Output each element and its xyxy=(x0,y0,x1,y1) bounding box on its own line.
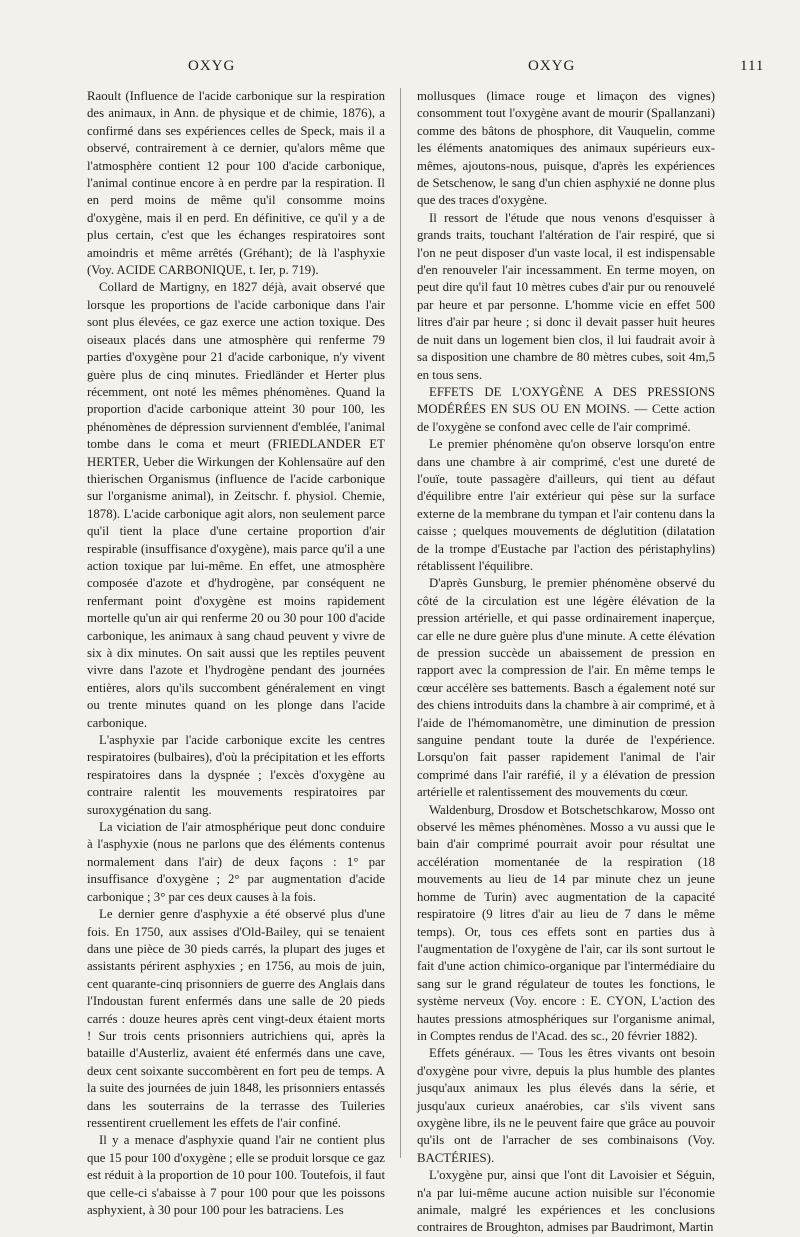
paragraph: Waldenburg, Drosdow et Botschetschkarow, Mosso ont observé les mêmes phénomènes. Mosso a vu aussi que le bain d'air comprimé pourrait avoir pour résultat une accélération momentanée de la respiration (18 mouvements au lieu de 14 par minute chez un jeune homme de Turin) avec augmentation de la capacité respiratoire (9 litres d'air au lieu de 7 dans le même temps). Or, tous ces effets sont en parties dus à l'augmentation de l'oxygène de l'air, car ils sont surtout le fait d'une action chimico-organique par l'intermédiaire du sang sur le grand régulateur de toutes les fonctions, le système nerveux (Voy. encore : E. CYON, L'action des hautes pressions atmosphériques sur l'organisme animal, in Comptes rendus de l'Acad. des sc., 20 février 1882). xyxy=(417,802,715,1043)
paragraph: mollusques (limace rouge et limaçon des vignes) consomment tout l'oxygène avant de mourir (Spallanzani) comme des bâtons de phosphore, dit Vauquelin, comme les éléments anatomiques des animaux supérieurs eux-mêmes, ajoutons-nous, puisque, d'après les expériences de Setschenow, le sang d'un chien asphyxié ne donne plus que des traces d'oxygène. xyxy=(417,89,715,208)
column-divider xyxy=(400,88,401,1158)
paragraph: Le premier phénomène qu'on observe lorsqu'on entre dans une chambre à air comprimé, c'est une dureté de l'ouïe, toute passagère d'ailleurs, qui tient au défaut d'équilibre entre l'air extérieur qui pèse sur la surface externe de la membrane du tympan et l'air contenu dans la caisse ; quelques mouvements de déglutition (dilatation de la trompe d'Eustache par l'action des péristaphylins) rétablissent l'équilibre. xyxy=(417,437,715,573)
paragraph: Il y a menace d'asphyxie quand l'air ne contient plus que 15 pour 100 d'oxygène ; elle se produit lorsque ce gaz est réduit à la proportion de 10 pour 100. Toutefois, il faut que celle-ci s'abaisse à 7 pour 100 pour que les poissons asphyxient, à 30 pour 100 pour les batraciens. Les xyxy=(87,1133,385,1217)
paragraph: Collard de Martigny, en 1827 déjà, avait observé que lorsque les proportions de l'acide carbonique dans l'air sont plus élevées, ce gaz exerce une action toxique. Des oiseaux placés dans une atmosphère qui renferme 79 parties d'oxygène pour 21 d'acide carbonique, n'y vivent guère plus de cinq minutes. Friedländer et Herter plus récemment, ont noté les mêmes phénomènes. Quand la proportion d'acide carbonique atteint 30 pour 100, les phénomènes de dépression surviennent d'emblée, l'animal tombe dans le coma et meurt (FRIEDLANDER ET HERTER, Ueber die Wirkungen der Kohlensaüre auf den thierischen Organismus (influence de l'acide carbonique sur l'organisme animal), in Zeitschr. f. physiol. Chemie, 1878). L'acide carbonique agit alors, non seulement parce qu'il tient la place d'une certaine proportion d'air respirable (insuffisance d'oxygène), mais parce qu'il a une action toxique par lui-même. En effet, une atmosphère composée d'azote et d'hydrogène, par conséquent ne renfermant point d'oxygène est moins rapidement mortelle qu'un air qui renferme 20 ou 30 pour 100 d'acide carbonique, les animaux à sang chaud peuvent y vivre de six à dix minutes. On sait aussi que les reptiles peuvent vivre dans l'azote et l'hydrogène pendant des journées entières, alors qu'ils succombent généralement en vingt ou trente minutes quand on les plonge dans l'acide carbonique. xyxy=(87,280,385,730)
paragraph: Le dernier genre d'asphyxie a été observé plus d'une fois. En 1750, aux assises d'Old-Bailey, qui se tenaient dans une pièce de 30 pieds carrés, la plupart des juges et assistants périrent asphyxies ; en 1756, au mois de juin, cent quarante-cinq prisonniers de guerre des Anglais dans l'Indoustan furent enfermés dans une salle de 20 pieds carrés : douze heures après cent vingt-deux étaient morts ! Sur trois cents prisonniers autrichiens qui, après la bataille d'Austerliz, avaient été enfermés dans une cave, deux cent soixante succombèrent en fort peu de temps. A la suite des journées de juin 1848, les prisonniers entassés dans les souterrains de la terrasse des Tuileries ressentirent cruellement les effets de l'air confiné. xyxy=(87,907,385,1130)
running-head-left: OXYG xyxy=(188,58,236,74)
paragraph: L'asphyxie par l'acide carbonique excite les centres respiratoires (bulbaires), d'où la précipitation et les efforts respiratoires dans la dyspnée ; l'excès d'oxygène au contraire ralentit les mouvements respiratoires par suroxygénation du sang. xyxy=(87,733,385,817)
paragraph: Raoult (Influence de l'acide carbonique sur la respiration des animaux, in Ann. de physique et de chimie, 1876), a confirmé dans ses expériences celles de Speck, mais il a observé, contrairement à ce dernier, qu'alors même que l'atmosphère contient 12 pour 100 d'acide carbonique, l'animal continue encore à en perdre par la respiration. Il en perd moins de même qu'il consomme moins d'oxygène, mais il en perd. En définitive, ce qu'il y a de plus certain, c'est que les échanges respiratoires sont amoindris et même arrêtés (Gréhant); de là l'asphyxie (Voy. ACIDE CARBONIQUE, t. Ier, p. 719). xyxy=(87,89,385,278)
paragraph: D'après Gunsburg, le premier phénomène observé du côté de la circulation est une légère élévation de la pression artérielle, et qui passe ordinairement inaperçue, car elle ne dure guère plus d'une minute. A cette élévation de pression succède un abaissement de pression en rapport avec la compression de l'air. En même temps le cœur accélère ses battements. Basch a également noté sur des chiens introduits dans la chambre à air comprimé, et à l'aide de l'hémomanomètre, une diminution de pression sanguine pendant toute la durée de l'expérience. Lorsqu'on fait passer rapidement l'animal de l'air comprimé dans l'air raréfié, il y a élévation de pression artérielle et ralentissement des mouvements du cœur. xyxy=(417,576,715,800)
page-number: 111 xyxy=(740,58,765,74)
left-column xyxy=(87,88,385,1219)
section-heading-paragraph: EFFETS DE L'OXYGÈNE A DES PRESSIONS MODÉRÉES EN SUS OU EN MOINS. — Cette action de l'oxygène se confond avec celle de l'air comprimé. xyxy=(417,384,715,434)
paragraph: L'oxygène pur, ainsi que l'ont dit Lavoisier et Séguin, n'a par lui-même aucune action nuisible sur l'économie animale, malgré les expériences et les conclusions contraires de Broughton, admises par Baudrimont, Martin xyxy=(417,1168,715,1235)
right-column xyxy=(417,88,715,1237)
paragraph: Effets généraux. — Tous les êtres vivants ont besoin d'oxygène pour vivre, depuis la plus humble des plantes jusqu'aux animaux les plus élevés dans la série, et jusqu'aux curieux anaérobies, car s'ils vivent sans oxygène libre, ils ne le peuvent faire que grâce au pouvoir qu'ils ont de l'arracher de ses combinaisons (Voy. BACTÉRIES). xyxy=(417,1046,715,1165)
running-head-right: OXYG xyxy=(528,58,576,74)
paragraph: La viciation de l'air atmosphérique peut donc conduire à l'asphyxie (nous ne parlons que des éléments contenus normalement dans l'air) de deux façons : 1° par insuffisance d'oxygène ; 2° par augmentation d'acide carbonique ; 3° par ces deux causes à la fois. xyxy=(87,820,385,904)
paragraph: Il ressort de l'étude que nous venons d'esquisser à grands traits, touchant l'altération de l'air respiré, que si l'on ne peut disposer d'un vaste local, il est indispensable d'en renouveler l'air incessamment. En terme moyen, on peut dire qu'il faut 10 mètres cubes d'air pur ou renouvelé par heure et par personne. L'homme vicie en effet 500 litres d'air par heure ; si donc il devait passer huit heures de nuit dans un logement bien clos, il lui faudrait avoir à sa disposition une chambre de 80 mètres cubes, soit 4m,5 en tous sens. xyxy=(417,210,715,382)
